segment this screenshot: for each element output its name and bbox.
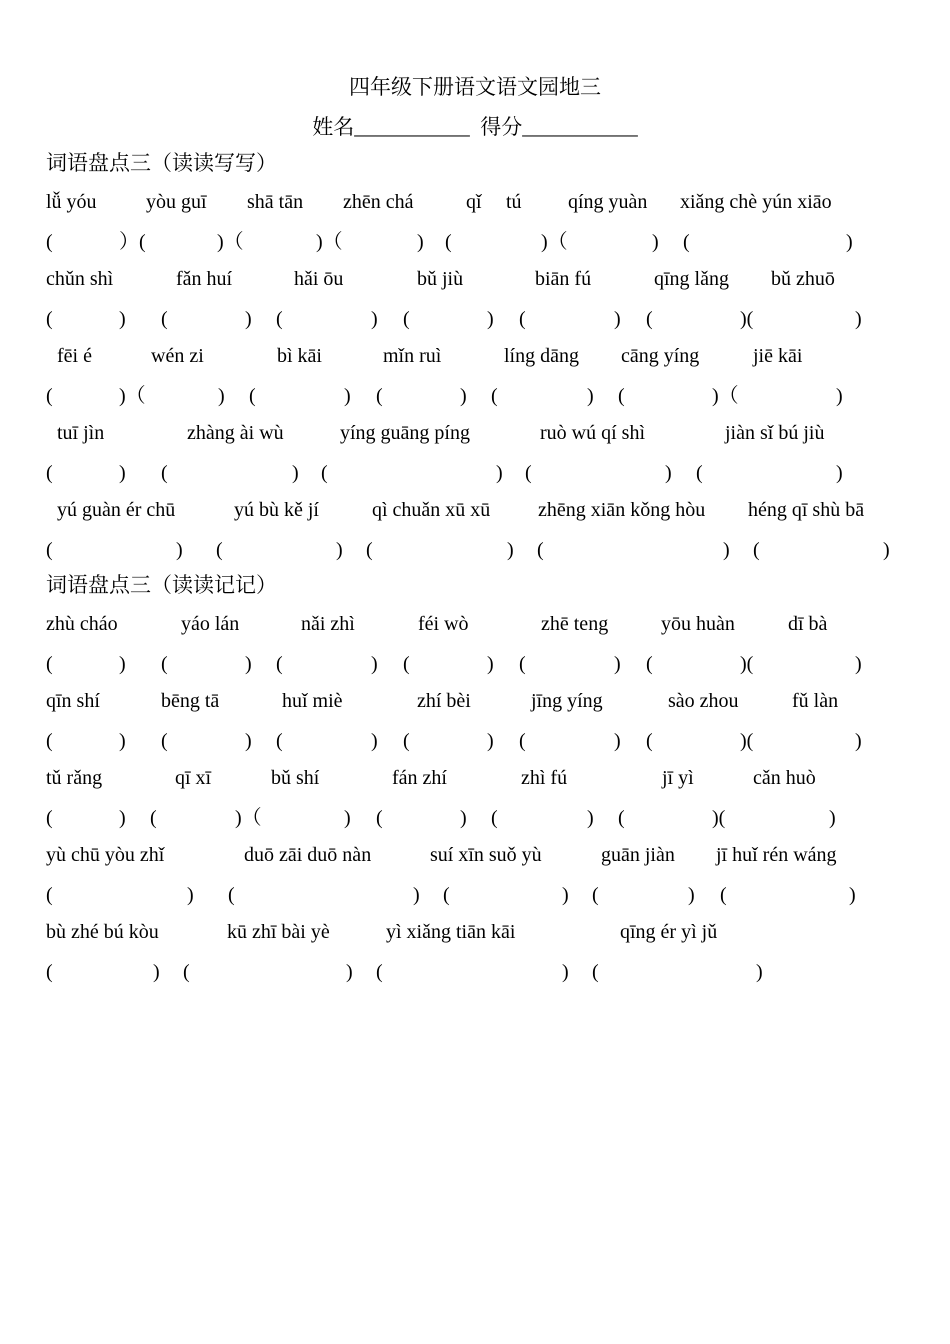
answer-bracket[interactable]: ) [371,653,378,675]
pinyin-word: qíng yuàn [568,191,648,213]
pinyin-word: guān jiàn [601,844,675,866]
score-blank[interactable]: ___________ [522,115,638,139]
pinyin-word: zhù cháo [46,613,118,635]
answer-bracket[interactable]: ( [403,730,410,752]
pinyin-word: bǔ zhuō [771,268,835,290]
answer-bracket[interactable]: ) [119,462,126,484]
pinyin-word: qīng lǎng [654,268,729,290]
pinyin-word: lǚ yóu [46,191,97,213]
pinyin-word: sào zhou [668,690,739,712]
answer-bracket[interactable]: ) [883,539,890,561]
answer-bracket[interactable]: ( [276,308,283,330]
answer-bracket[interactable]: ) [652,231,659,253]
answer-bracket[interactable]: ( [696,462,703,484]
pinyin-word: tǔ rǎng [46,767,103,789]
answer-bracket[interactable]: ) [836,462,843,484]
answer-bracket[interactable]: ( [646,308,653,330]
answer-bracket[interactable]: ( [161,730,168,752]
answer-bracket[interactable]: ( [683,231,690,253]
answer-bracket[interactable]: ) [344,807,351,829]
pinyin-word: líng dāng [504,345,579,367]
name-score-line [0,114,950,140]
answer-bracket[interactable]: ) [119,807,126,829]
answer-bracket[interactable]: ( [376,961,383,983]
pinyin-word: yù chū yòu zhǐ [46,844,165,866]
answer-bracket[interactable]: ( [46,231,53,253]
pinyin-word: tú [506,191,522,213]
pinyin-word: huǐ miè [282,690,343,712]
pinyin-word: qǐ [466,191,482,213]
pinyin-word: fēi é [57,345,92,367]
answer-bracket[interactable]: ) [614,653,621,675]
pinyin-word: zhì fú [521,767,568,789]
pinyin-word: zhēng xiān kǒng hòu [538,499,706,521]
name-label: 姓名 [312,115,355,139]
answer-bracket[interactable]: ( [537,539,544,561]
answer-bracket[interactable]: ) [218,385,225,407]
answer-bracket[interactable]: ) [371,308,378,330]
pinyin-word: bǔ shí [271,767,320,789]
answer-bracket[interactable]: ( [491,807,498,829]
answer-bracket[interactable]: ) [846,231,853,253]
name-blank[interactable]: ___________ [354,115,470,139]
answer-bracket[interactable]: ( [618,385,625,407]
section-heading-read-remember: 词语盘点三（读读记记） [46,573,277,597]
answer-bracket[interactable]: ) [507,539,514,561]
answer-bracket[interactable]: ) [688,884,695,906]
pinyin-word: cǎn huò [753,767,816,789]
pinyin-word: bǔ jiù [417,268,464,290]
answer-bracket[interactable]: ) [176,539,183,561]
pinyin-word: qīn shí [46,690,100,712]
answer-bracket[interactable]: ( [161,308,168,330]
pinyin-word: bēng tā [161,690,220,712]
pinyin-word: fǔ làn [792,690,839,712]
answer-bracket[interactable]: ( [183,961,190,983]
answer-bracket[interactable]: ) [245,308,252,330]
answer-bracket[interactable]: ) [336,539,343,561]
pinyin-word: jī huǐ rén wáng [716,844,837,866]
answer-bracket[interactable]: ( [519,308,526,330]
answer-bracket[interactable]: ) [496,462,503,484]
pinyin-word: hǎi ōu [294,268,344,290]
answer-bracket[interactable]: ) [855,730,862,752]
pinyin-word: chǔn shì [46,268,114,290]
answer-bracket[interactable]: ( [646,653,653,675]
answer-bracket[interactable]: ) [849,884,856,906]
answer-bracket[interactable]: ( [525,462,532,484]
answer-bracket[interactable]: ( [276,730,283,752]
pinyin-word: jiàn sǐ bú jiù [725,422,825,444]
pinyin-word: zhí bèi [417,690,471,712]
answer-bracket[interactable]: ) [487,308,494,330]
answer-bracket[interactable]: ）( [119,231,146,253]
answer-bracket[interactable]: ) [562,961,569,983]
answer-bracket[interactable]: ( [46,807,53,829]
answer-bracket[interactable]: ) [829,807,836,829]
answer-bracket[interactable]: ) [413,884,420,906]
answer-bracket[interactable]: ) [346,961,353,983]
answer-bracket[interactable]: )（ [316,231,343,253]
answer-bracket[interactable]: ) [587,807,594,829]
answer-bracket[interactable]: ( [403,308,410,330]
answer-bracket[interactable]: ( [753,539,760,561]
pinyin-word: zhē teng [541,613,609,635]
pinyin-word: kū zhī bài yè [227,921,330,943]
answer-bracket[interactable]: ( [376,385,383,407]
answer-bracket[interactable]: ( [46,884,53,906]
answer-bracket[interactable]: ( [46,385,53,407]
pinyin-word: yì xiǎng tiān kāi [386,921,516,943]
answer-bracket[interactable]: ( [161,653,168,675]
pinyin-word: yòu guī [146,191,207,213]
pinyin-word: xiǎng chè yún xiāo [680,191,832,213]
pinyin-word: duō zāi duō nàn [244,844,372,866]
pinyin-word: zhàng ài wù [187,422,284,444]
answer-bracket[interactable]: ) [855,308,862,330]
answer-bracket[interactable]: ) [119,308,126,330]
answer-bracket[interactable]: ) [614,308,621,330]
answer-bracket[interactable]: )（ [119,385,146,407]
answer-bracket[interactable]: )( [740,653,754,675]
answer-bracket[interactable]: ) [245,653,252,675]
answer-bracket[interactable]: ( [46,308,53,330]
answer-bracket[interactable]: ( [249,385,256,407]
answer-bracket[interactable]: )( [712,807,726,829]
answer-bracket[interactable]: ( [46,961,53,983]
answer-bracket[interactable]: ( [592,961,599,983]
pinyin-word: zhēn chá [343,191,414,213]
answer-bracket[interactable]: )( [740,730,754,752]
pinyin-word: fǎn huí [176,268,233,290]
answer-bracket[interactable]: ( [491,385,498,407]
answer-bracket[interactable]: )（ [217,231,244,253]
answer-bracket[interactable]: ( [150,807,157,829]
answer-bracket[interactable]: ) [119,730,126,752]
answer-bracket[interactable]: ( [443,884,450,906]
pinyin-word: qī xī [175,767,212,789]
answer-bracket[interactable]: ) [587,385,594,407]
answer-bracket[interactable]: ) [723,539,730,561]
pinyin-word: dī bà [788,613,828,635]
pinyin-word: jī yì [662,767,694,789]
pinyin-word: wén zi [151,345,204,367]
answer-bracket[interactable]: ( [46,462,53,484]
answer-bracket[interactable]: ( [376,807,383,829]
pinyin-word: yáo lán [181,613,240,635]
answer-bracket[interactable]: ( [592,884,599,906]
pinyin-word: nǎi zhì [301,613,355,635]
answer-bracket[interactable]: ) [756,961,763,983]
answer-bracket[interactable]: ) [855,653,862,675]
pinyin-word: jiē kāi [753,345,803,367]
pinyin-word: tuī jìn [57,422,105,444]
page-title: 四年级下册语文语文园地三 [349,75,601,99]
pinyin-word: biān fú [535,268,592,290]
answer-bracket[interactable]: ( [519,730,526,752]
answer-bracket[interactable]: ( [618,807,625,829]
answer-bracket[interactable]: ) [245,730,252,752]
answer-bracket[interactable]: ) [836,385,843,407]
answer-bracket[interactable]: )（ [235,807,262,829]
answer-bracket[interactable]: ) [371,730,378,752]
answer-bracket[interactable]: ) [187,884,194,906]
answer-bracket[interactable]: ( [276,653,283,675]
answer-bracket[interactable]: ) [153,961,160,983]
pinyin-word: yíng guāng píng [340,422,470,444]
answer-bracket[interactable]: ( [46,653,53,675]
pinyin-word: cāng yíng [621,345,700,367]
pinyin-word: yú bù kě jí [234,499,319,521]
answer-bracket[interactable]: ( [46,539,53,561]
answer-bracket[interactable]: ( [161,462,168,484]
answer-bracket[interactable]: ( [216,539,223,561]
answer-bracket[interactable]: ) [460,807,467,829]
answer-bracket[interactable]: )( [740,308,754,330]
answer-bracket[interactable]: ( [720,884,727,906]
answer-bracket[interactable]: ( [228,884,235,906]
answer-bracket[interactable]: ) [665,462,672,484]
pinyin-word: yōu huàn [661,613,735,635]
answer-bracket[interactable]: ) [417,231,424,253]
answer-bracket[interactable]: ( [403,653,410,675]
pinyin-word: héng qī shù bā [748,499,865,521]
answer-bracket[interactable]: )（ [541,231,568,253]
answer-bracket[interactable]: ( [519,653,526,675]
pinyin-word: mǐn ruì [383,345,442,367]
pinyin-word: jīng yíng [531,690,603,712]
answer-bracket[interactable]: ( [366,539,373,561]
pinyin-word: bì kāi [277,345,322,367]
pinyin-word: shā tān [247,191,304,213]
pinyin-word: ruò wú qí shì [540,422,645,444]
answer-bracket[interactable]: )（ [712,385,739,407]
pinyin-word: qì chuǎn xū xū [372,499,491,521]
pinyin-word: suí xīn suǒ yù [430,844,542,866]
answer-bracket[interactable]: ( [321,462,328,484]
score-label: 得分 [480,115,523,139]
pinyin-word: fán zhí [392,767,447,789]
answer-bracket[interactable]: ) [614,730,621,752]
pinyin-word: bù zhé bú kòu [46,921,159,943]
answer-bracket[interactable]: ( [445,231,452,253]
answer-bracket[interactable]: ( [646,730,653,752]
answer-bracket[interactable]: ) [460,385,467,407]
answer-bracket[interactable]: ( [46,730,53,752]
answer-bracket[interactable]: ) [487,730,494,752]
answer-bracket[interactable]: ) [119,653,126,675]
section-heading-read-write: 词语盘点三（读读写写） [46,151,277,175]
pinyin-word: qīng ér yì jǔ [620,921,718,943]
answer-bracket[interactable]: ) [562,884,569,906]
answer-bracket[interactable]: ) [292,462,299,484]
answer-bracket[interactable]: ) [344,385,351,407]
pinyin-word: yú guàn ér chū [57,499,176,521]
pinyin-word: féi wò [418,613,469,635]
answer-bracket[interactable]: ) [487,653,494,675]
